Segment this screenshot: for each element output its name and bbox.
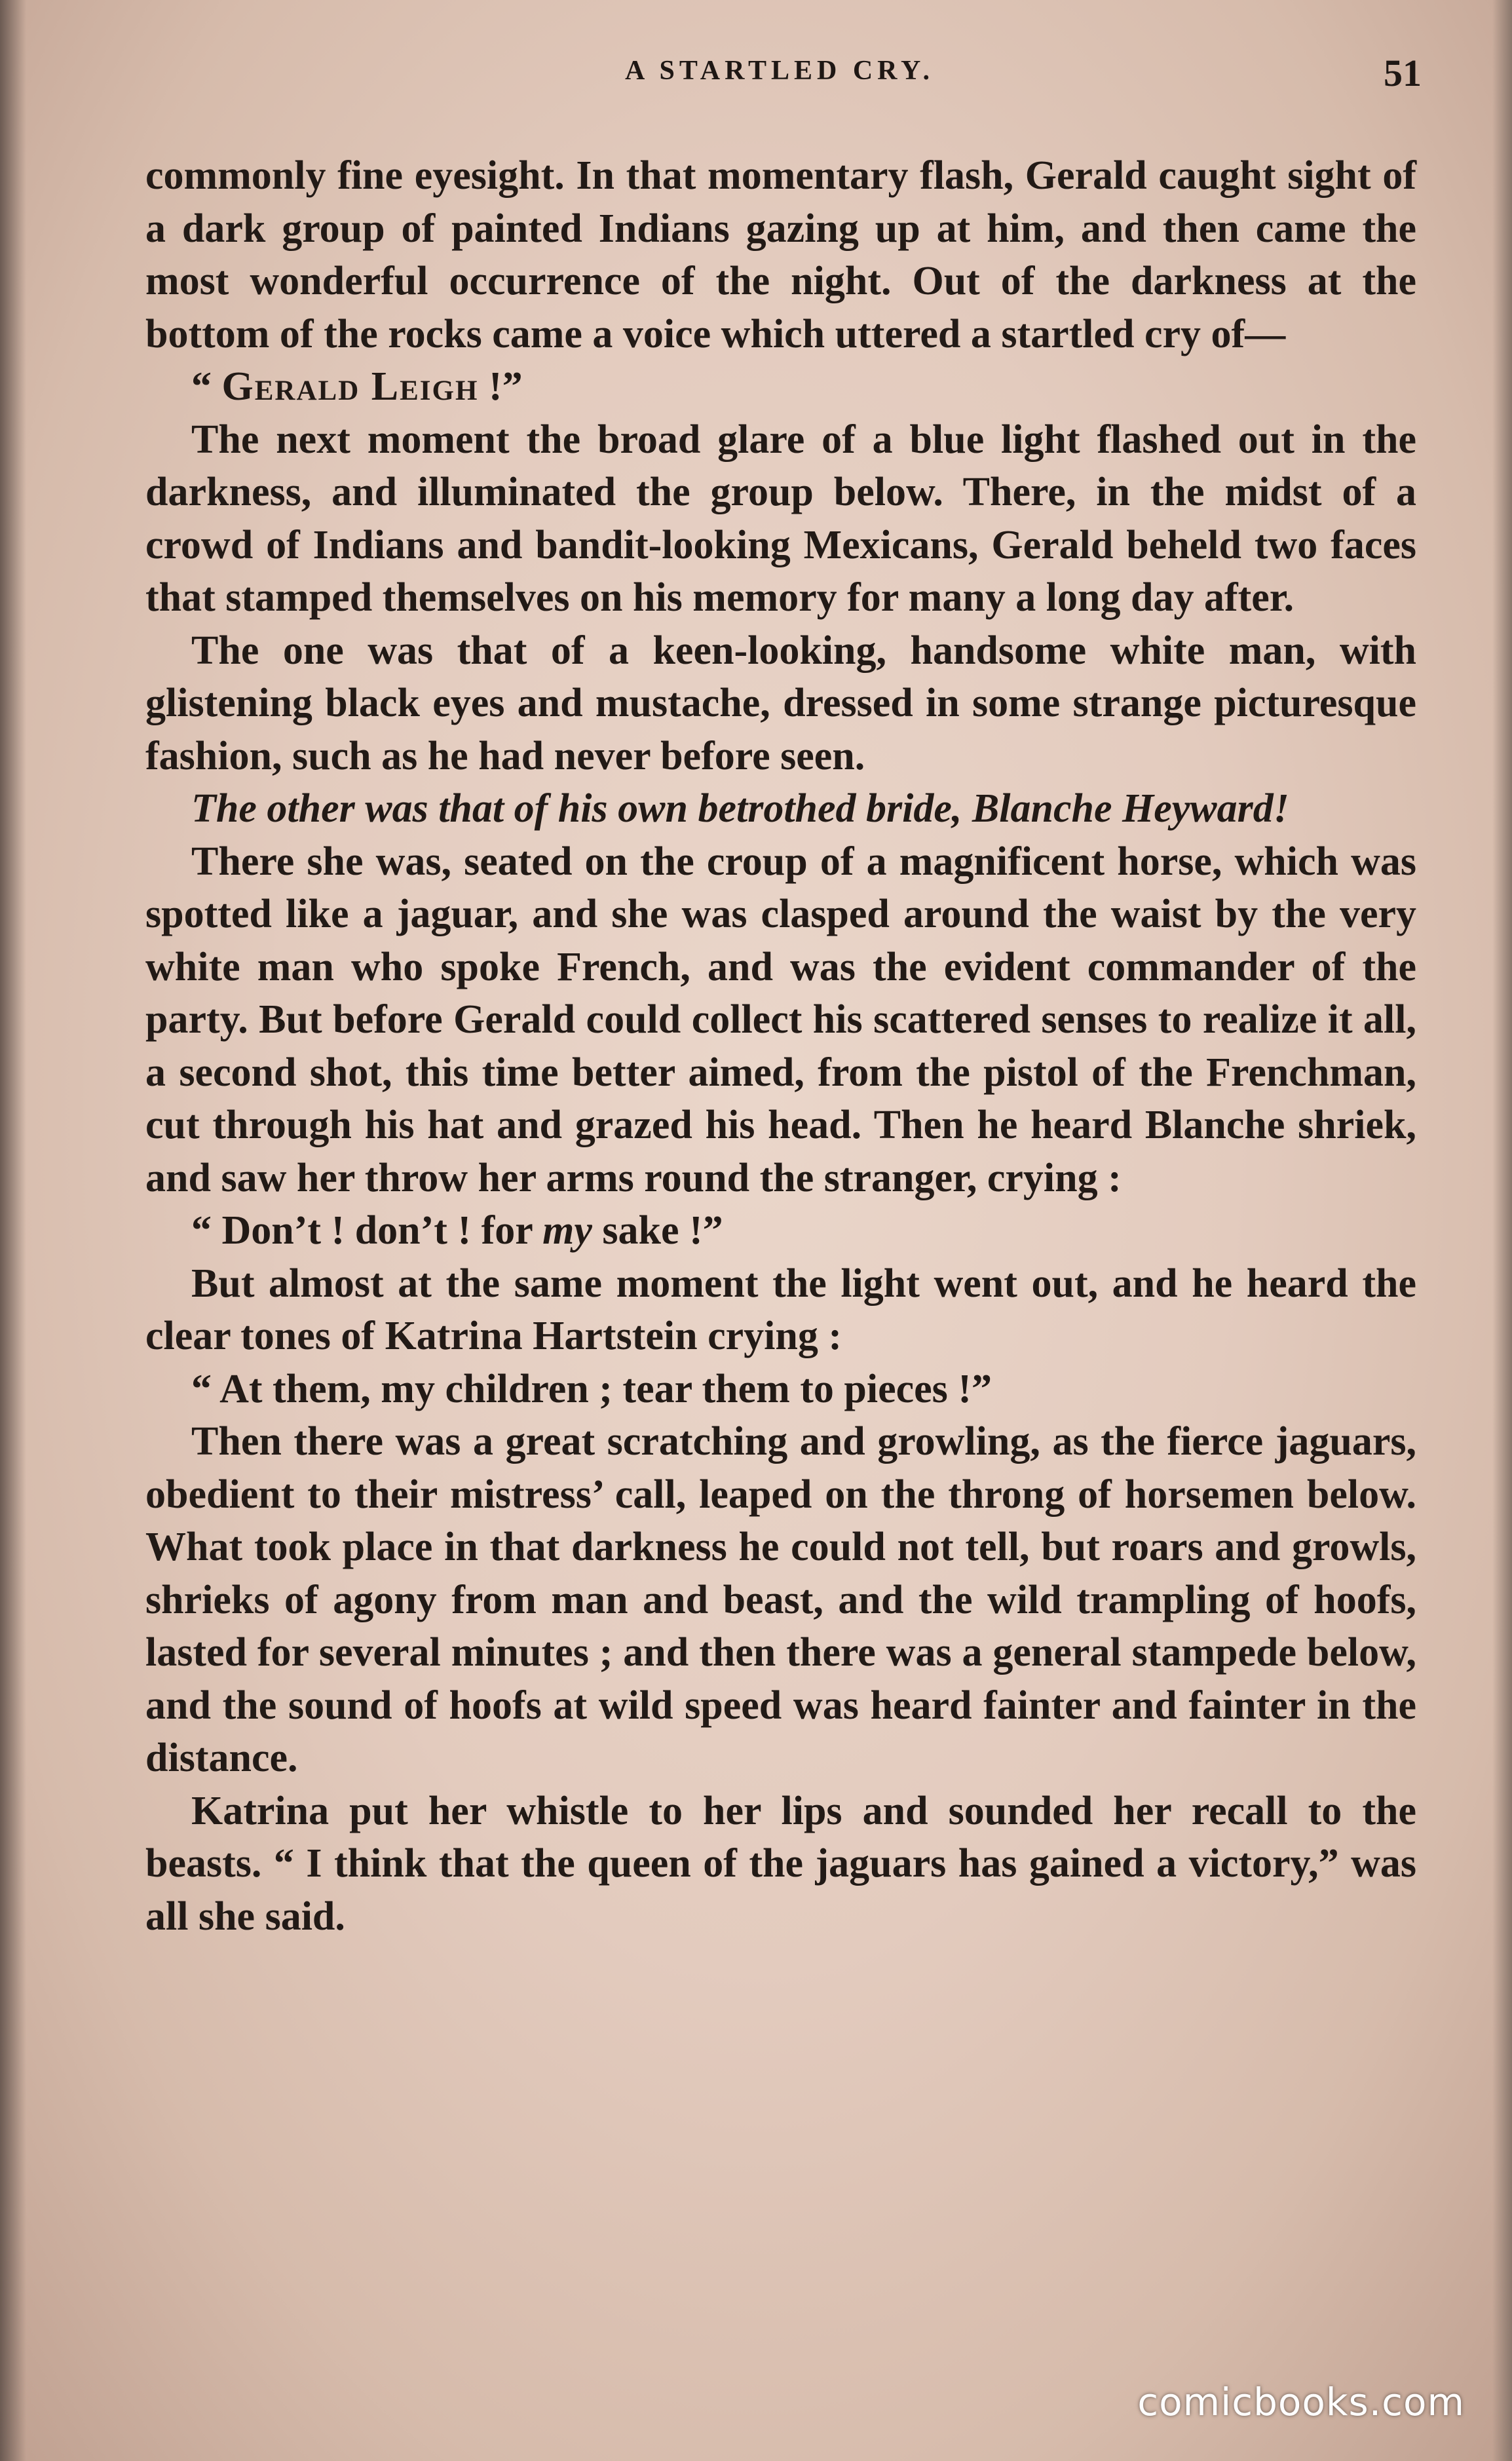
- paragraph-10: Then there was a great scratching and growling, as the fierce jaguars, obedient to their mistress’ call, leaped on the throng of horsemen below. What took place in that darkness he could not tell, but roars and growls, shrieks of agony from man and beast, and the wild trampling of hoofs, lasted for several minutes ; and then there was a general stampede below, and the sound of hoofs at wild speed was heard fainter and fainter in the distance.: [145, 1419, 1416, 1780]
- quote-close: !”: [478, 364, 523, 409]
- paragraph-4: The one was that of a keen-looking, handsome white man, with glistening black eyes and mustache, dressed in some strange picturesque fashion, such as he had never before seen.: [145, 628, 1416, 778]
- paragraph-8: But almost at the same moment the light went out, and he heard the clear tones of Katrina Hartstein crying :: [145, 1261, 1416, 1358]
- quote-open: “: [191, 364, 222, 409]
- dialogue-part-b: sake !”: [592, 1208, 723, 1253]
- paragraph-5-italic: The other was that of his own betrothed bride, Blanche Heyward!: [191, 786, 1289, 831]
- paragraph-7: [145, 1204, 1416, 1257]
- body-text: [145, 149, 1416, 1943]
- watermark: comicbooks.com: [1137, 2380, 1465, 2424]
- paragraph-3: The next moment the broad glare of a blue light flashed out in the darkness, and illuminated the group below. There, in the midst of a crowd of Indians and bandit-looking Mexicans, Gerald beheld two faces that stamped themselves on his memory for many a long day after.: [145, 417, 1416, 620]
- dialogue-emphasis: my: [542, 1208, 592, 1253]
- page-header: [138, 51, 1422, 94]
- page-number: 51: [1384, 52, 1422, 94]
- paragraph-6: There she was, seated on the croup of a magnificent horse, which was spotted like a jaguar, and she was clasped around the waist by the very white man who spoke French, and was the evident commander of the party. But before Gerald could collect his scattered senses to realize it all, a second shot, this time better aimed, from the pistol of the Frenchman, cut through his hat and grazed his head. Then he heard Blanche shriek, and saw her throw her arms round the stranger, crying :: [145, 839, 1416, 1200]
- paragraph-9: “ At them, my children ; tear them to pieces !”: [191, 1366, 992, 1411]
- dialogue-part-a: “ Don’t ! don’t ! for: [191, 1208, 543, 1253]
- paragraph-11: Katrina put her whistle to her lips and sounded her recall to the beasts. “ I think that the queen of the jaguars has gained a victory,” was all she said.: [145, 1788, 1416, 1939]
- paragraph-1: commonly fine eyesight. In that momentary flash, Gerald caught sight of a dark group of painted Indians gazing up at him, and then came the most wonderful occurrence of the night. Out of the darkness at the bottom of the rocks came a voice which uttered a startled cry of—: [145, 153, 1416, 356]
- paragraph-exclamation: [145, 360, 1416, 413]
- running-head: A STARTLED CRY.: [625, 56, 934, 86]
- name-gerald-leigh: Gerald Leigh: [221, 364, 479, 409]
